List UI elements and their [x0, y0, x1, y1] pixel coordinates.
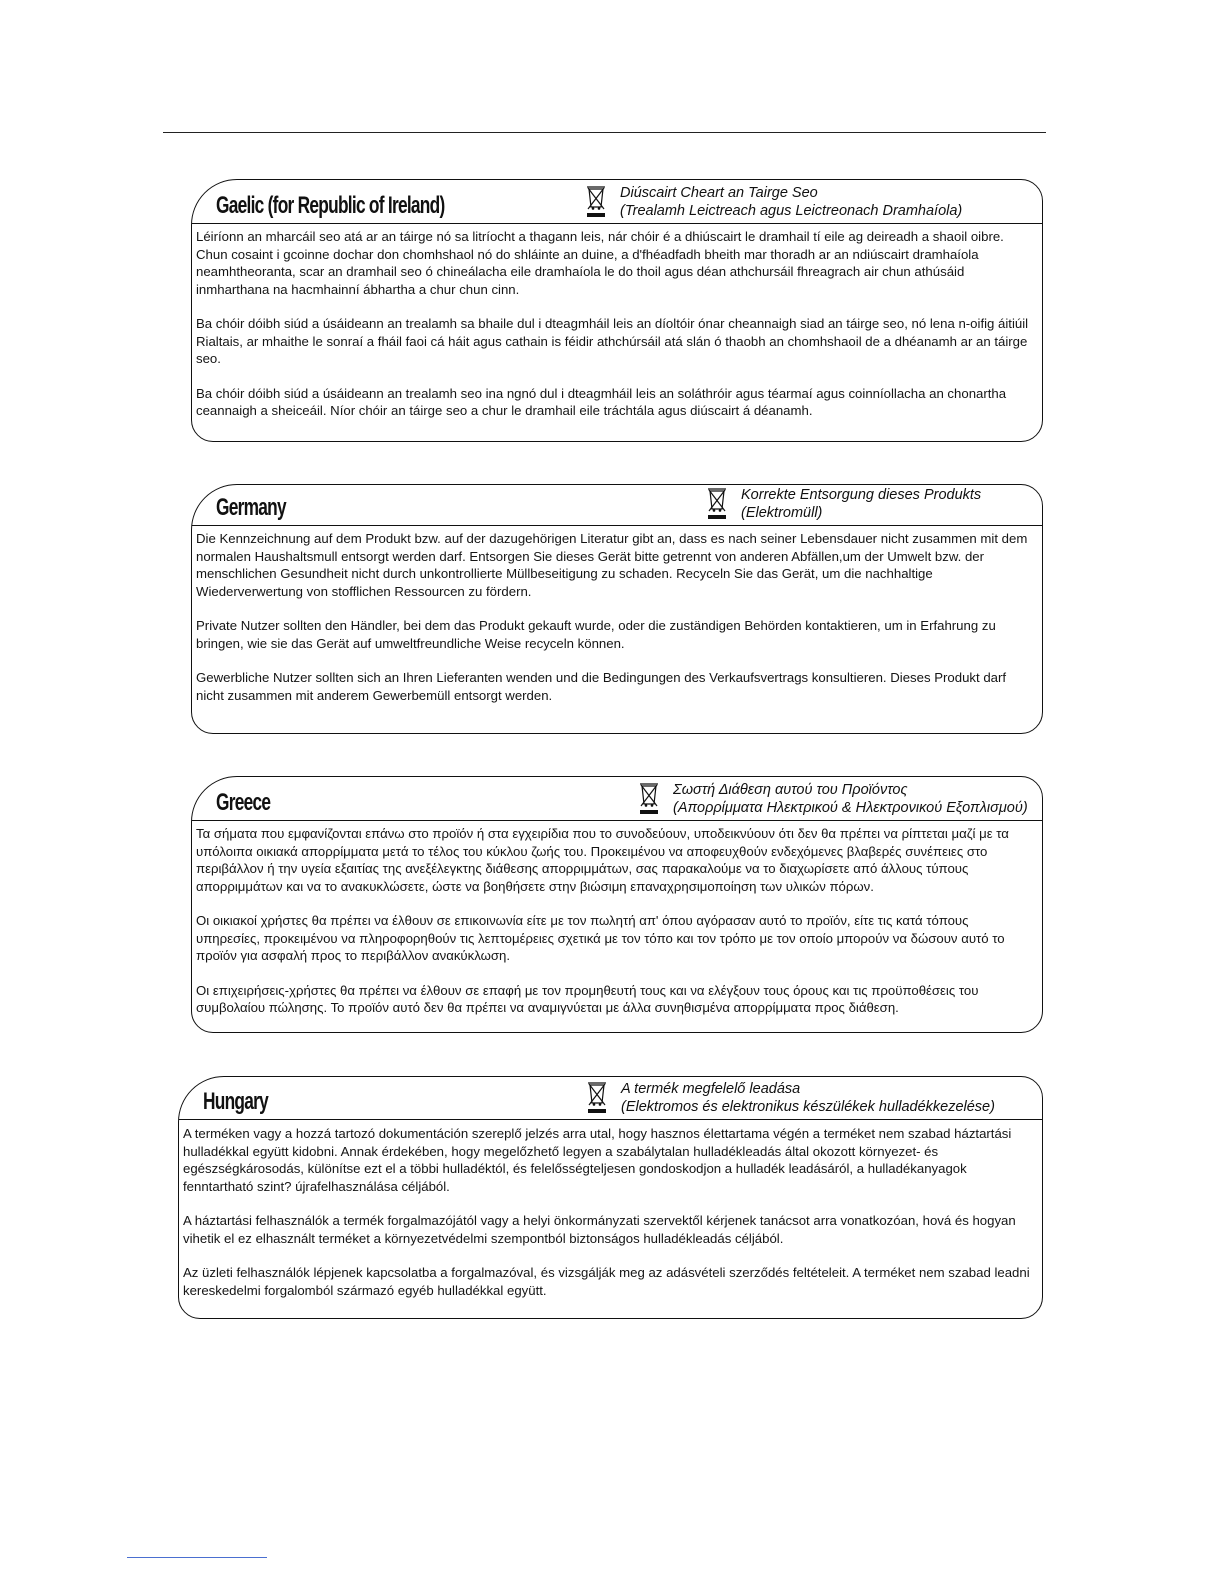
footer-link-underline: [127, 1557, 267, 1558]
section-gaelic: [191, 179, 1043, 442]
section-body: [183, 1125, 1036, 1316]
section-title-group: [586, 1080, 995, 1116]
body-paragraph: A terméken vagy a hozzá tartozó dokumentáción szereplő jelzés arra utal, hogy hasznos élettartama végén a terméket nem szabad háztartási hulladékkal együtt kidobni. Annak érdekében, hogy megelőzhető legyen a szabálytalan hulladékleadás által okozott környezet- és egészségkárosodás, különítse ezt el a többi hulladéktól, és felelősségteljesen gondoskodjon a hulladék leadásáról, a hulladékanyagok fenntartható szint? újrafelhasználása céljából.: [183, 1126, 1012, 1194]
body-paragraph: Ba chóir dóibh siúd a úsáideann an trealamh seo ina ngnó dul i dteagmháil leis an soláthróir agus téarmaí agus coinníollacha an chonartha ceannaigh a sheiceáil. Níor chóir an táirge seo a chur le dramhail eile tráchtála agus diúscairt á déanamh.: [196, 385, 1007, 418]
body-paragraph: Τα σήματα που εμφανίζονται επάνω στο προϊόν ή στα εγχειρίδια που το συνοδεύουν, υποδεικνύουν ότι δεν θα πρέπει να ρίπτεται μαζί με τα υπόλοιπα οικιακά απορρίμματα μετά το τέλος του κύκλου ζωής του. Προκειμένου να αποφευχθούν ενδεχόμενες βλαβερές συνέπειες στο περιβάλλον ή την υγεία εξαιτίας της ανεξέλεγκτης διάθεσης απορριμμάτων, σας παρακαλούμε να το διαχωρίσετε από άλλους τύπους απορριμμάτων και να το ανακυκλώσετε, ώστε να βοηθήσετε στην βιώσιμη επαναχρησιμοποίηση των υλικών πόρων.: [196, 826, 1009, 894]
body-paragraph: Léiríonn an mharcáil seo atá ar an táirge nó sa litríocht a thagann leis, nár chóir é a dhiúscairt le dramhail tí eile ag deireadh a shaoil oibre. Chun cosaint i gcoinne dochar don chomhshaol nó do shláinte an duine, a d'fhéadfadh bheith mar thoradh ar an ndiúscairt dramhaíola neamhtheoranta, scar an dramhail seo ó chineálacha eile dramhaíola le do thoil agus déan athchursáil fhreagrach air chun athúsáid inmharthana na hacmhainní ábhartha a chur chun cinn.: [196, 229, 1004, 297]
country-heading: Hungary: [203, 1088, 269, 1115]
section-header: [192, 180, 1042, 224]
crossed-out-wheelie-bin-icon: [638, 783, 660, 815]
section-subtitle: (Elektromos és elektronikus készülékek hulladékkezelése): [621, 1099, 995, 1115]
crossed-out-wheelie-bin-icon: [706, 488, 728, 520]
crossed-out-wheelie-bin-icon: [586, 1082, 608, 1114]
section-header: [192, 777, 1042, 821]
section-title-group: [585, 184, 962, 220]
body-paragraph: Private Nutzer sollten den Händler, bei dem das Produkt gekauft wurde, oder die zuständigen Behörden kontaktieren, um in Erfahrung zu bringen, wie sie das Gerät auf umweltfreundliche Weise recyceln können.: [196, 618, 996, 651]
country-heading: Greece: [216, 789, 271, 816]
section-title: Diúscairt Cheart an Tairge Seo: [620, 185, 818, 201]
section-greece: [191, 776, 1043, 1033]
section-body: [196, 228, 1036, 437]
country-heading: Germany: [216, 494, 286, 521]
section-title-group: [706, 486, 981, 522]
section-germany: [191, 484, 1043, 734]
section-subtitle: (Trealamh Leictreach agus Leictreonach Dramhaíola): [620, 203, 963, 219]
section-title-group: [638, 781, 1028, 817]
section-subtitle: (Elektromüll): [741, 505, 823, 521]
body-paragraph: Gewerbliche Nutzer sollten sich an Ihren Lieferanten wenden und die Bedingungen des Verkaufsvertrags konsultieren. Dieses Produkt darf nicht zusammen mit anderem Gewerbemüll entsorgt werden.: [196, 670, 1007, 703]
crossed-out-wheelie-bin-icon: [585, 186, 607, 218]
section-body: [196, 825, 1036, 1034]
section-header: [192, 485, 1042, 526]
section-hungary: [178, 1076, 1043, 1319]
section-title: A termék megfelelő leadása: [621, 1081, 801, 1097]
country-heading: Gaelic (for Republic of Ireland): [216, 192, 445, 219]
section-body: [196, 530, 1036, 721]
body-paragraph: A háztartási felhasználók a termék forgalmazójától vagy a helyi önkormányzati szervektől kérjenek tanácsot arra vonatkozóan, hová és hogyan vihetik el ez elhasznált terméket a környezetvédelmi szempontból biztonságos hulladékleadás céljából.: [183, 1213, 1016, 1246]
top-divider: [163, 132, 1046, 133]
body-paragraph: Ba chóir dóibh siúd a úsáideann an trealamh sa bhaile dul i dteagmháil leis an díoltóir ónar cheannaigh siad an táirge seo, nó lena n-oifig áitiúil Rialtais, ar mhaithe le sonraí a fháil faoi cá háit agus cathain is féidir athchúrsáil atá slán ó thaobh an chomhshaoil de a dhéanamh ar an táirge seo.: [196, 316, 1029, 366]
body-paragraph: Az üzleti felhasználók lépjenek kapcsolatba a forgalmazóval, és vizsgálják meg az adásvételi szerződés feltételeit. A terméket nem szabad leadni kereskedelmi forgalomból származó egyéb hulladékkal együtt.: [183, 1265, 1030, 1298]
section-header: [179, 1077, 1042, 1120]
section-title: Korrekte Entsorgung dieses Produkts: [741, 487, 982, 503]
section-title: Σωστή Διάθεση αυτού του Προϊόντος: [673, 782, 908, 798]
body-paragraph: Die Kennzeichnung auf dem Produkt bzw. auf der dazugehörigen Literatur gibt an, dass es nach seiner Lebensdauer nicht zusammen mit dem normalen Haushaltsmull entsorgt werden darf. Entsorgen Sie dieses Gerät bitte getrennt von anderen Abfällen,um der Umwelt bzw. der menschlichen Gesundheit nicht durch unkontrollierte Müllbeseitigung zu schaden. Recyceln Sie das Gerät, um die nachhaltige Wiederverwertung von stofflichen Ressourcen zu fördern.: [196, 531, 1028, 599]
body-paragraph: Οι οικιακοί χρήστες θα πρέπει να έλθουν σε επικοινωνία είτε με τον πωλητή απ' όπου αγόρασαν αυτό το προϊόν, είτε τις κατά τόπους υπηρεσίες, προκειμένου να πληροφορηθούν τις λεπτομέρειες σχετικά με τον τόπο και τον τρόπο με τον οποίο μπορούν να δώσουν αυτό το προϊόν για ασφαλή προς το περιβάλλον ανακύκλωση.: [196, 913, 1005, 963]
section-subtitle: (Απορρίμματα Ηλεκτρικού & Ηλεκτρονικού Εξοπλισμού): [673, 800, 1028, 816]
body-paragraph: Οι επιχειρήσεις-χρήστες θα πρέπει να έλθουν σε επαφή με τον προμηθευτή τους και να ελέγξουν τους όρους και τις προϋποθέσεις του συμβολαίου πώλησης. Το προϊόν αυτό δεν θα πρέπει να αναμιγνύεται με άλλα συνηθισμένα απορρίμματα προς διάθεση.: [196, 982, 979, 1015]
